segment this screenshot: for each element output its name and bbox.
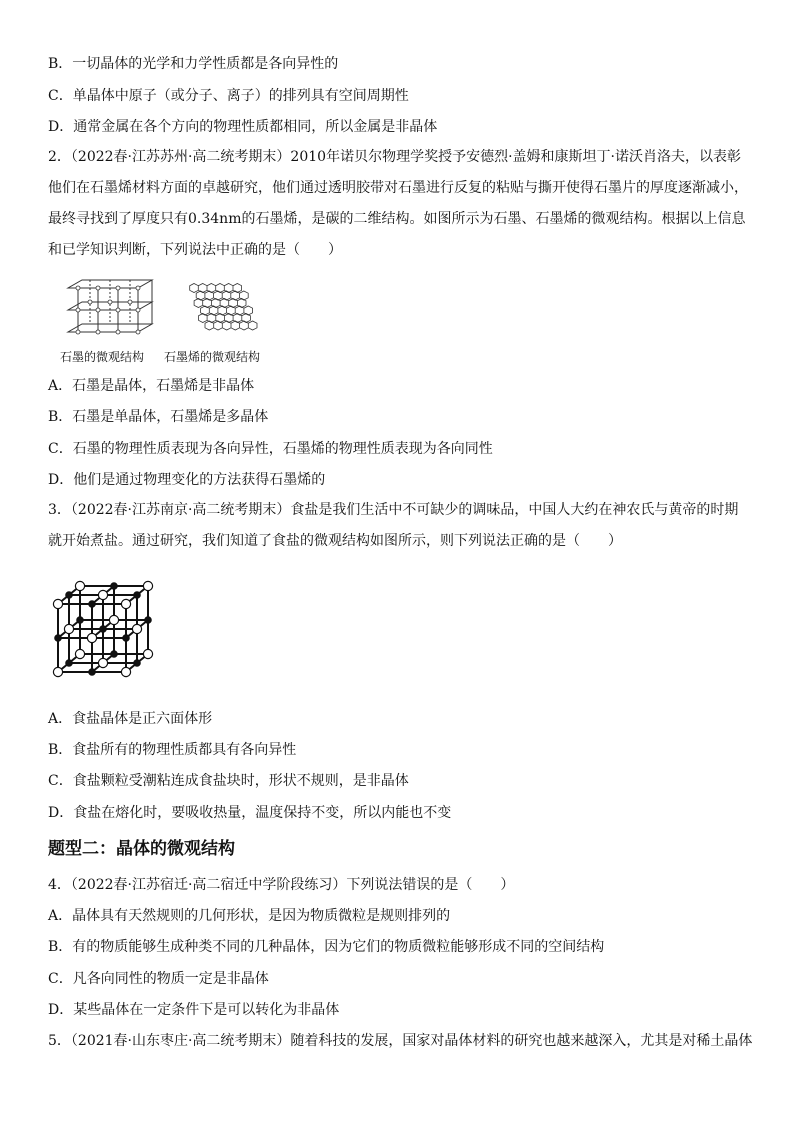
q3-option-a: A．食盐晶体是正六面体形 [48, 711, 213, 727]
section-heading: 题型二：晶体的微观结构 [48, 839, 235, 859]
chloride-ion [75, 649, 84, 658]
q2-option-b: B．石墨是单晶体，石墨烯是多晶体 [48, 409, 269, 425]
chloride-ion [75, 581, 84, 590]
q2-stem: 2．（2022春·江苏苏州·高二统考期末）2010年诺贝尔物理学奖授予安德烈·盖姆和康斯坦丁·诺沃肖洛夫，以表彰他们在石墨烯材料方面的卓越研究，他们通过透明胶带对石墨进行反复的粘贴与撕开使得石墨片的厚度逐渐减小，最终寻找到了厚度只有0.34nm的石墨烯，是碳的二维结构。如图所示为石墨、石墨烯的微观结构。根据以上信息和已学知识判断，下列说法中正确的是（ ） [48, 149, 748, 258]
q2-option-a: A．石墨是晶体，石墨烯是非晶体 [48, 378, 255, 394]
q5-stem: 5．（2021春·山东枣庄·高二统考期末）随着科技的发展，国家对晶体材料的研究也越来越深入，尤其是对稀土晶体 [48, 1033, 753, 1049]
q4-stem: 4．（2022春·江苏宿迁·高二宿迁中学阶段练习）下列说法错误的是（ ） [48, 877, 515, 893]
sodium-ion [134, 592, 140, 598]
q4-option-b: B．有的物质能够生成种类不同的几种晶体，因为它们的物质微粒能够形成不同的空间结构 [48, 939, 605, 955]
sodium-ion [89, 669, 95, 675]
sodium-ion [100, 626, 106, 632]
chloride-ion [53, 667, 62, 676]
q4-option-c: C．凡各向同性的物质一定是非晶体 [48, 971, 269, 987]
sodium-ion [145, 617, 151, 623]
sodium-ion [123, 635, 129, 641]
chloride-ion [98, 658, 107, 667]
q1-option-c: C．单晶体中原子（或分子、离子）的排列具有空间周期性 [48, 88, 409, 104]
chloride-ion [143, 649, 152, 658]
q3-option-c: C．食盐颗粒受潮粘连成食盐块时，形状不规则，是非晶体 [48, 773, 409, 789]
chloride-ion [98, 590, 107, 599]
graphene-structure-figure [182, 280, 272, 346]
chloride-ion [132, 624, 141, 633]
graphite-caption: 石墨的微观结构 [60, 350, 145, 364]
sodium-ion [89, 601, 95, 607]
chloride-ion [87, 633, 96, 642]
salt-lattice-figure [48, 566, 196, 698]
q1-option-b: B．一切晶体的光学和力学性质都是各向异性的 [48, 56, 339, 72]
q1-option-d: D．通常金属在各个方向的物理性质都相同，所以金属是非晶体 [48, 119, 438, 135]
q2-option-d: D．他们是通过物理变化的方法获得石墨烯的 [48, 472, 326, 488]
q3-stem: 3．（2022春·江苏南京·高二统考期末）食盐是我们生活中不可缺少的调味品，中国人大约在神农氏与黄帝的时期就开始煮盐。通过研究，我们知道了食盐的微观结构如图所示，则下列说法正确的是（ ） [48, 502, 739, 549]
sodium-ion [66, 592, 72, 598]
q2-option-c: C．石墨的物理性质表现为各向异性，石墨烯的物理性质表现为各向同性 [48, 441, 493, 457]
sodium-ion [55, 635, 61, 641]
sodium-ion [134, 660, 140, 666]
sodium-ion [111, 651, 117, 657]
graphite-structure-figure [60, 278, 160, 346]
chloride-ion [53, 599, 62, 608]
graphene-caption: 石墨烯的微观结构 [164, 350, 261, 364]
q4-option-a: A．晶体具有天然规则的几何形状，是因为物质微粒是规则排列的 [48, 908, 451, 924]
chloride-ion [121, 667, 130, 676]
sodium-ion [111, 583, 117, 589]
sodium-ion [77, 617, 83, 623]
chloride-ion [143, 581, 152, 590]
chloride-ion [121, 599, 130, 608]
q4-option-d: D．某些晶体在一定条件下是可以转化为非晶体 [48, 1002, 340, 1018]
chloride-ion [64, 624, 73, 633]
honeycomb-lattice [190, 284, 257, 331]
chloride-ion [109, 615, 118, 624]
sodium-ion [66, 660, 72, 666]
q3-option-b: B．食盐所有的物理性质都具有各向异性 [48, 742, 297, 758]
q3-option-d: D．食盐在熔化时，要吸收热量，温度保持不变，所以内能也不变 [48, 805, 452, 821]
